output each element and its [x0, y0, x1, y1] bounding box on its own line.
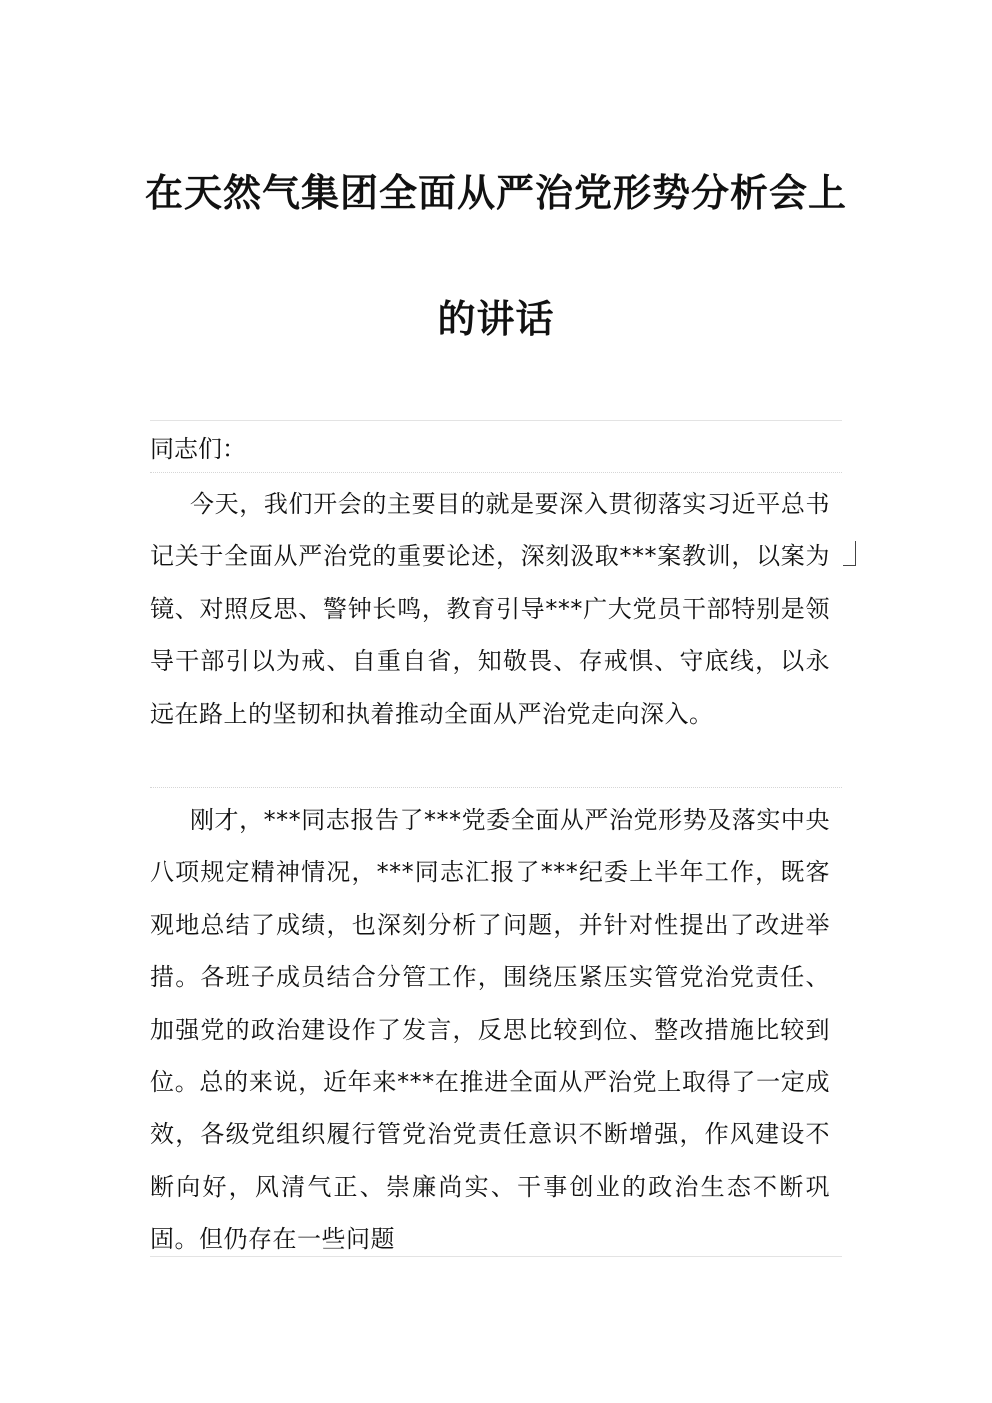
document-title-line-1: 在天然气集团全面从严治党形势分析会上 [144, 171, 847, 215]
text-frame-bottom-border [150, 1256, 842, 1257]
paragraph-divider [150, 472, 842, 473]
body-paragraph-1: 今天，我们开会的主要目的就是要深入贯彻落实习近平总书记关于全面从严治党的重要论述，深刻汲取***案教训，以案为镜、对照反思、警钟长鸣，教育引导***广大党员干部特别是领导干部引以为戒、自重自省，知敬畏、存戒惧、守底线，以永远在路上的坚韧和执着推动全面从严治党走向深入。 [150, 490, 830, 728]
body-paragraph-2: 刚才，***同志报告了***党委全面从严治党形势及落实中央八项规定精神情况，***同志汇报了***纪委上半年工作，既客观地总结了成绩，也深刻分析了问题，并针对性提出了改进举措。各班子成员结合分管工作，围绕压紧压实管党治党责任、加强党的政治建设作了发言，反思比较到位、整改措施比较到位。总的来说，近年来***在推进全面从严治党上取得了一定成效，各级党组织履行管党治党责任意识不断增强，作风建设不断向好，风清气正、崇廉尚实、干事创业的政治生态不断巩固。但仍存在一些问题 [150, 806, 830, 1254]
paragraph-divider [150, 787, 842, 788]
salutation: 同志们： [150, 435, 246, 463]
text-frame-top-border [150, 420, 842, 421]
document-title-line-2: 的讲话 [437, 297, 555, 341]
text-boundary-mark [843, 541, 856, 566]
